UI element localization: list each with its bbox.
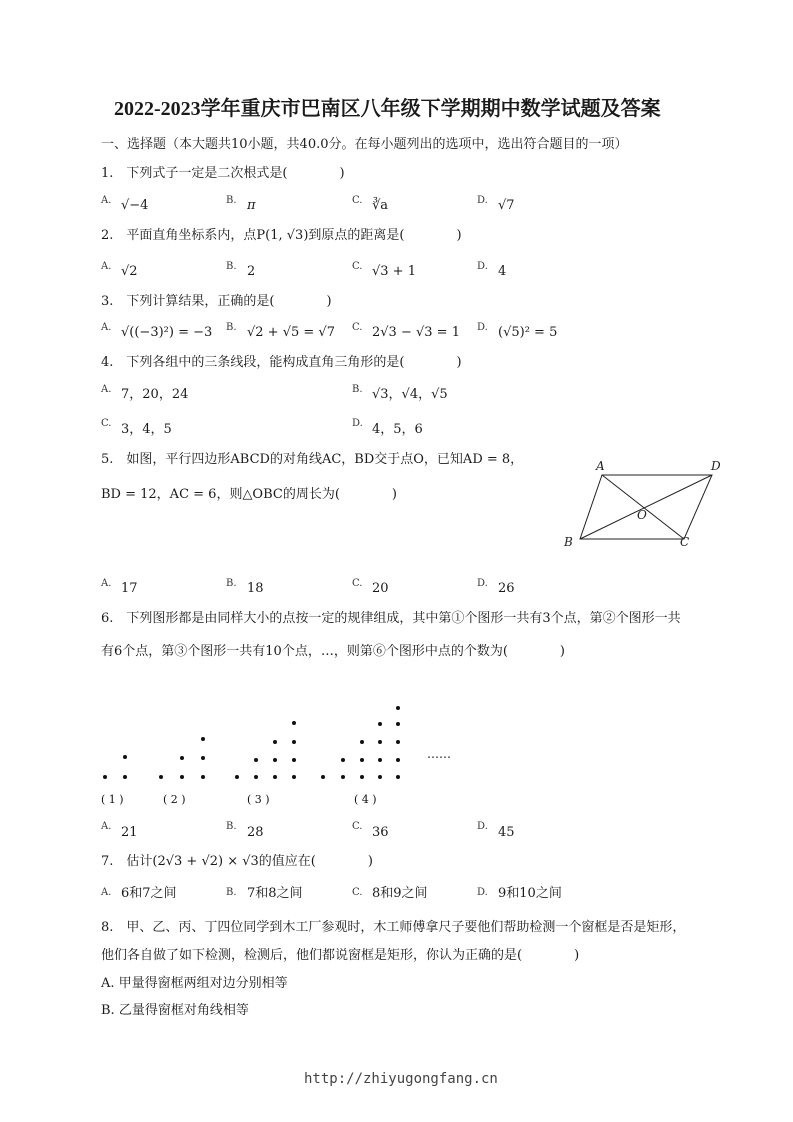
- q2-option-c: √3 + 1: [372, 264, 416, 279]
- dot: [378, 758, 382, 762]
- q6-option-a: 21: [121, 825, 138, 840]
- q7-option-d: 9和10之间: [498, 886, 562, 901]
- vertex-label-b: B: [564, 535, 573, 549]
- dot: [292, 721, 296, 725]
- q6-option-d: 45: [498, 825, 515, 840]
- dot: [273, 740, 277, 744]
- q2-option-a-letter: A.: [101, 261, 112, 272]
- dot: [201, 775, 205, 779]
- question-1-stem: 1. 下列式子一定是二次根式是( ): [101, 166, 345, 181]
- q3-option-d-letter: D.: [477, 322, 488, 333]
- dot: [396, 775, 400, 779]
- q5-option-c-letter: C.: [352, 578, 363, 589]
- dot: [360, 775, 364, 779]
- section-header: 一、选择题（本大题共10小题，共40.0分。在每小题列出的选项中，选出符合题目的一项）: [101, 137, 628, 152]
- q2-option-b-letter: B.: [226, 261, 237, 272]
- q1-option-c-letter: C.: [352, 195, 363, 206]
- dot: [341, 775, 345, 779]
- q5-option-b-letter: B.: [226, 578, 237, 589]
- q7-option-a-letter: A.: [101, 887, 112, 898]
- q4-option-a-letter: A.: [101, 384, 112, 395]
- dot: [396, 706, 400, 710]
- q3-option-d: (√5)² = 5: [498, 325, 558, 340]
- dot: [378, 722, 382, 726]
- q4-option-c-letter: C.: [101, 418, 112, 429]
- q3-option-b-letter: B.: [226, 322, 237, 333]
- dot: [378, 740, 382, 744]
- question-6-line-2: 有6个点，第③个图形一共有10个点，…，则第⑥个图形中点的个数为( ): [101, 644, 565, 659]
- dot: [180, 756, 184, 760]
- q5-option-a-letter: A.: [101, 578, 112, 589]
- q3-option-a-letter: A.: [101, 322, 112, 333]
- q4-option-d-letter: D.: [352, 418, 363, 429]
- q2-option-b: 2: [247, 264, 256, 279]
- dot-pattern-figure: [95, 700, 475, 810]
- dot: [396, 740, 400, 744]
- question-5-line-1: 5. 如图，平行四边形ABCD的对角线AC，BD交于点O，已知AD = 8，: [101, 452, 524, 467]
- question-7-stem: 7. 估计(2√3 + √2) × √3的值应在( ): [101, 854, 373, 869]
- q2-option-d: 4: [498, 264, 507, 279]
- q1-option-c: ∛a: [372, 198, 389, 213]
- q4-option-b-letter: B.: [352, 384, 363, 395]
- q7-option-a: 6和7之间: [121, 886, 177, 901]
- q6-option-b: 28: [247, 825, 264, 840]
- q3-option-a: √((−3)²) = −3: [121, 325, 213, 340]
- dot: [396, 722, 400, 726]
- diagonal-bd: [580, 475, 712, 539]
- question-8-line-1: 8. 甲、乙、丙、丁四位同学到木工厂参观时，木工师傅拿尺子要他们帮助检测一个窗框是否是矩形，: [101, 920, 686, 935]
- dot: [273, 758, 277, 762]
- q3-option-b: √2 + √5 = √7: [247, 325, 335, 340]
- question-4-stem: 4. 下列各组中的三条线段，能构成直角三角形的是( ): [101, 355, 462, 370]
- q7-option-b-letter: B.: [226, 887, 237, 898]
- q1-option-d: √7: [498, 198, 515, 213]
- dot: [123, 775, 127, 779]
- dot: [273, 775, 277, 779]
- question-5-line-2: BD = 12，AC = 6，则△OBC的周长为( ): [101, 487, 397, 502]
- q4-option-b: √3，√4，√5: [372, 387, 448, 402]
- dot: [123, 755, 127, 759]
- dot: [159, 775, 163, 779]
- dot: [235, 775, 239, 779]
- figure-label-4: ( 4 ): [354, 793, 377, 806]
- dot: [201, 756, 205, 760]
- q3-option-c: 2√3 − √3 = 1: [372, 325, 460, 340]
- dot: [292, 740, 296, 744]
- diagonal-ac: [602, 475, 684, 539]
- q1-option-b-letter: B.: [226, 195, 237, 206]
- center-label-o: O: [637, 508, 647, 522]
- dot: [321, 775, 325, 779]
- q7-option-d-letter: D.: [477, 887, 488, 898]
- q4-option-d: 4，5，6: [372, 422, 423, 437]
- dot: [254, 758, 258, 762]
- q1-option-a: √−4: [121, 198, 149, 213]
- page-title: 2022-2023学年重庆市巴南区八年级下学期期中数学试题及答案: [114, 98, 661, 120]
- dot: [360, 758, 364, 762]
- q5-option-b: 18: [247, 581, 264, 596]
- question-2-stem: 2. 平面直角坐标系内，点P(1, √3)到原点的距离是( ): [101, 228, 462, 243]
- q6-option-d-letter: D.: [477, 821, 488, 832]
- dot: [201, 737, 205, 741]
- dot: [341, 758, 345, 762]
- dot: [292, 758, 296, 762]
- q1-option-a-letter: A.: [101, 195, 112, 206]
- vertex-label-d: D: [711, 459, 721, 473]
- q1-option-d-letter: D.: [477, 195, 488, 206]
- figure-label-1: ( 1 ): [101, 793, 124, 806]
- q4-option-c: 3，4，5: [121, 422, 172, 437]
- q6-option-b-letter: B.: [226, 821, 237, 832]
- q8-option-a: A. 甲量得窗框两组对边分别相等: [101, 976, 288, 991]
- q8-option-b: B. 乙量得窗框对角线相等: [101, 1003, 249, 1018]
- q6-option-c-letter: C.: [352, 821, 363, 832]
- dot-pattern-ellipsis: ……: [427, 747, 451, 761]
- footer-url: http://zhiyugongfang.cn: [304, 1071, 498, 1087]
- vertex-label-a: A: [596, 459, 605, 473]
- vertex-label-c: C: [680, 535, 690, 549]
- q7-option-c-letter: C.: [352, 887, 363, 898]
- dot: [378, 775, 382, 779]
- q5-option-d: 26: [498, 581, 515, 596]
- figure-label-3: ( 3 ): [247, 793, 270, 806]
- q2-option-a: √2: [121, 264, 138, 279]
- figure-label-2: ( 2 ): [163, 793, 186, 806]
- dot: [254, 775, 258, 779]
- q7-option-c: 8和9之间: [372, 886, 428, 901]
- q5-option-c: 20: [372, 581, 389, 596]
- q2-option-d-letter: D.: [477, 261, 488, 272]
- dot: [103, 775, 107, 779]
- q3-option-c-letter: C.: [352, 322, 363, 333]
- q1-option-b: π: [247, 198, 256, 213]
- dot: [292, 775, 296, 779]
- q6-option-a-letter: A.: [101, 821, 112, 832]
- dot: [396, 758, 400, 762]
- question-8-line-2: 他们各自做了如下检测，检测后，他们都说窗框是矩形，你认为正确的是( ): [101, 948, 580, 963]
- q5-option-a: 17: [121, 581, 138, 596]
- dot: [360, 740, 364, 744]
- q4-option-a: 7，20，24: [121, 387, 189, 402]
- q5-option-d-letter: D.: [477, 578, 488, 589]
- q7-option-b: 7和8之间: [247, 886, 303, 901]
- parallelogram-figure: [560, 458, 740, 553]
- q2-option-c-letter: C.: [352, 261, 363, 272]
- question-3-stem: 3. 下列计算结果，正确的是( ): [101, 294, 332, 309]
- dot: [180, 775, 184, 779]
- q6-option-c: 36: [372, 825, 389, 840]
- question-6-line-1: 6. 下列图形都是由同样大小的点按一定的规律组成，其中第①个图形一共有3个点，第②个图形一共: [101, 611, 681, 626]
